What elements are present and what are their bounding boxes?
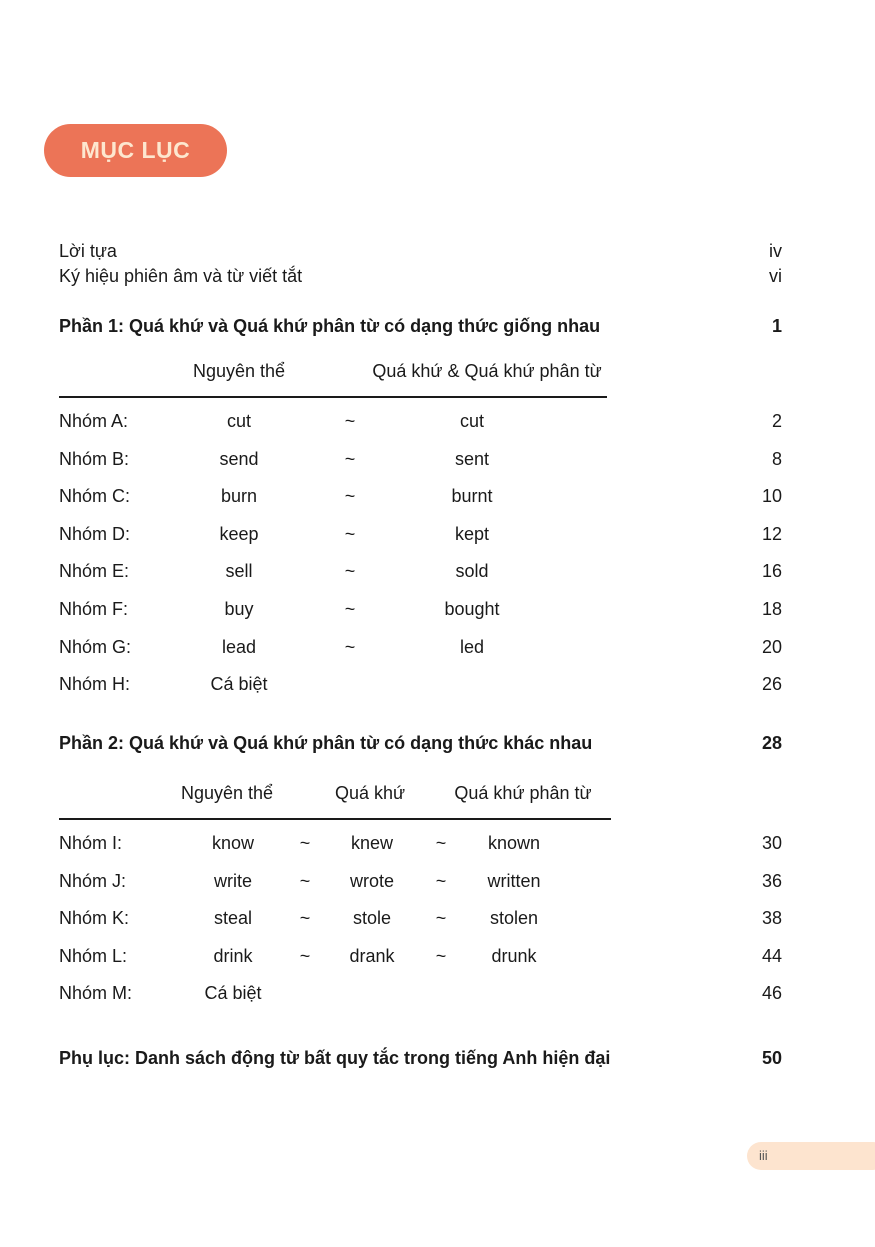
appendix-page: 50 xyxy=(761,1048,782,1068)
row-page-number: 38 xyxy=(761,908,782,928)
verb-past: sold xyxy=(455,561,489,581)
tilde-separator: ~ xyxy=(435,871,447,891)
group-label[interactable]: Nhóm B: xyxy=(59,449,130,469)
part1-col-past: Quá khứ & Quá khứ phân từ xyxy=(372,361,602,381)
part2-col-pp: Quá khứ phân từ xyxy=(454,783,592,803)
part1-col-base: Nguyên thể xyxy=(192,361,286,381)
verb-base: write xyxy=(213,871,253,891)
toc-entry-symbols[interactable]: Ký hiệu phiên âm và từ viết tắt xyxy=(59,266,303,286)
row-page-number: 46 xyxy=(761,983,782,1003)
row-page-number: 12 xyxy=(761,524,782,544)
tilde-separator: ~ xyxy=(344,561,356,581)
verb-base: burn xyxy=(220,486,258,506)
tilde-separator: ~ xyxy=(435,908,447,928)
part1-divider xyxy=(59,396,607,398)
group-label[interactable]: Nhóm E: xyxy=(59,561,130,581)
row-page-number: 16 xyxy=(761,561,782,581)
verb-base: Cá biệt xyxy=(210,674,268,694)
verb-base: Cá biệt xyxy=(204,983,262,1003)
group-label[interactable]: Nhóm K: xyxy=(59,908,130,928)
row-page-number: 30 xyxy=(761,833,782,853)
verb-past: led xyxy=(459,637,485,657)
part2-page: 28 xyxy=(761,733,782,753)
row-page-number: 10 xyxy=(761,486,782,506)
verb-base: steal xyxy=(213,908,253,928)
verb-base: sell xyxy=(225,561,253,581)
verb-base: drink xyxy=(213,946,253,966)
tilde-separator: ~ xyxy=(299,833,311,853)
tilde-separator: ~ xyxy=(435,946,447,966)
verb-past: kept xyxy=(454,524,490,544)
row-page-number: 36 xyxy=(761,871,782,891)
toc-page-symbols: vi xyxy=(769,266,782,286)
group-label[interactable]: Nhóm I: xyxy=(59,833,123,853)
verb-past: drank xyxy=(349,946,395,966)
appendix-heading[interactable]: Phụ lục: Danh sách động từ bất quy tắc trong tiếng Anh hiện đại xyxy=(59,1048,611,1068)
group-label[interactable]: Nhóm D: xyxy=(59,524,131,544)
group-label[interactable]: Nhóm F: xyxy=(59,599,129,619)
group-label[interactable]: Nhóm M: xyxy=(59,983,133,1003)
verb-past-participle: stolen xyxy=(489,908,539,928)
part2-divider xyxy=(59,818,611,820)
toc-page-preface: iv xyxy=(769,241,782,261)
part2-col-past: Quá khứ xyxy=(334,783,406,803)
row-page-number: 26 xyxy=(761,674,782,694)
part1-page: 1 xyxy=(771,316,782,336)
tilde-separator: ~ xyxy=(344,411,356,431)
group-label[interactable]: Nhóm G: xyxy=(59,637,132,657)
tilde-separator: ~ xyxy=(299,908,311,928)
verb-base: send xyxy=(219,449,259,469)
tilde-separator: ~ xyxy=(344,599,356,619)
verb-past: sent xyxy=(454,449,490,469)
verb-past-participle: drunk xyxy=(491,946,537,966)
group-label[interactable]: Nhóm H: xyxy=(59,674,131,694)
group-label[interactable]: Nhóm A: xyxy=(59,411,129,431)
verb-past: knew xyxy=(350,833,394,853)
verb-past: wrote xyxy=(349,871,395,891)
verb-base: know xyxy=(211,833,255,853)
page-number: iii xyxy=(759,1148,768,1163)
group-label[interactable]: Nhóm C: xyxy=(59,486,131,506)
verb-base: keep xyxy=(219,524,259,544)
verb-past: stole xyxy=(352,908,392,928)
tilde-separator: ~ xyxy=(344,449,356,469)
row-page-number: 2 xyxy=(771,411,782,431)
tilde-separator: ~ xyxy=(344,637,356,657)
verb-past: bought xyxy=(444,599,500,619)
verb-past: cut xyxy=(459,411,485,431)
verb-past: burnt xyxy=(451,486,493,506)
row-page-number: 44 xyxy=(761,946,782,966)
tilde-separator: ~ xyxy=(299,946,311,966)
row-page-number: 18 xyxy=(761,599,782,619)
group-label[interactable]: Nhóm J: xyxy=(59,871,127,891)
verb-base: buy xyxy=(224,599,254,619)
verb-past-participle: written xyxy=(487,871,541,891)
row-page-number: 20 xyxy=(761,637,782,657)
toc-entry-preface[interactable]: Lời tựa xyxy=(59,241,117,261)
tilde-separator: ~ xyxy=(344,486,356,506)
part1-heading[interactable]: Phần 1: Quá khứ và Quá khứ phân từ có dạng thức giống nhau xyxy=(59,316,601,336)
group-label[interactable]: Nhóm L: xyxy=(59,946,128,966)
toc-title: MỤC LỤC xyxy=(44,124,227,177)
tilde-separator: ~ xyxy=(299,871,311,891)
row-page-number: 8 xyxy=(771,449,782,469)
verb-base: cut xyxy=(226,411,252,431)
part2-heading[interactable]: Phần 2: Quá khứ và Quá khứ phân từ có dạng thức khác nhau xyxy=(59,733,593,753)
verb-past-participle: known xyxy=(487,833,541,853)
part2-col-base: Nguyên thể xyxy=(180,783,274,803)
tilde-separator: ~ xyxy=(344,524,356,544)
verb-base: lead xyxy=(221,637,257,657)
tilde-separator: ~ xyxy=(435,833,447,853)
